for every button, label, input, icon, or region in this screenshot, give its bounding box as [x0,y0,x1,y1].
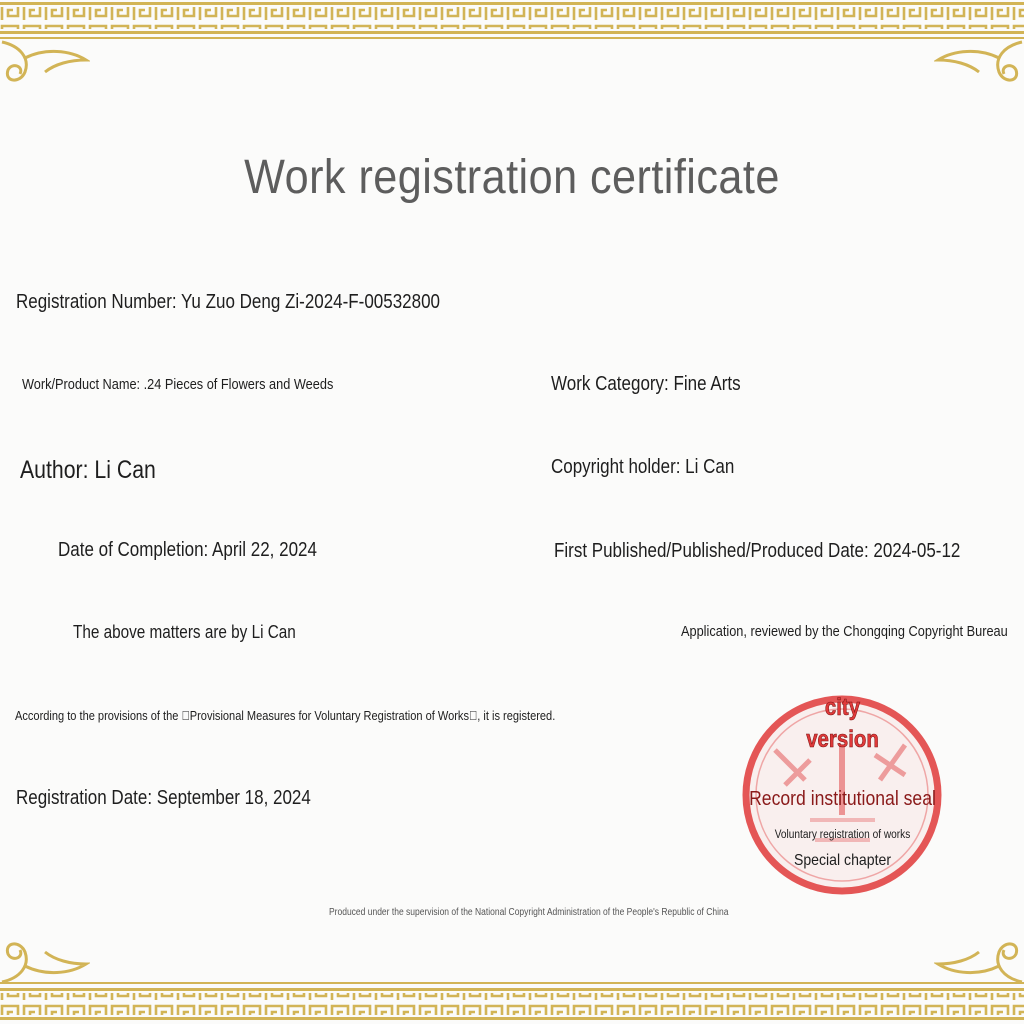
work-name: Work/Product Name: .24 Pieces of Flowers and Weeds [22,376,334,393]
provisions-statement: According to the provisions of the  Provisional Measures for Voluntary Registration of Works , it is registered. [15,708,556,723]
corner-ornament-bottom-right [934,926,1024,986]
seal-line-city: city [824,694,861,721]
footer-note: Produced under the supervision of the National Copyright Administration of the People's Republic of China [329,907,729,918]
work-category: Work Category: Fine Arts [551,373,741,395]
completion-date: Date of Completion: April 22, 2024 [58,539,317,561]
corner-ornament-top-left [0,38,90,98]
registration-date: Registration Date: September 18, 2024 [16,787,311,809]
official-seal [735,690,950,900]
published-date: First Published/Published/Produced Date: 2024-05-12 [554,540,961,562]
seal-line-institutional: Record institutional seal [749,788,936,810]
top-border [0,0,1024,44]
corner-ornament-top-right [934,38,1024,98]
corner-ornament-bottom-left [0,926,90,986]
author: Author: Li Can [20,456,156,484]
matters-by: The above matters are by Li Can [73,622,296,642]
registration-number: Registration Number: Yu Zuo Deng Zi-2024-F-00532800 [16,291,440,313]
seal-line-version: version [806,726,879,753]
bottom-border [0,980,1024,1024]
seal-line-special: Special chapter [793,852,892,869]
greek-key-border-top [0,0,1024,44]
copyright-holder: Copyright holder: Li Can [551,456,735,478]
application-review: Application, reviewed by the Chongqing Copyright Bureau [681,623,1008,640]
certificate-title: Work registration certificate [244,151,780,204]
greek-key-border-bottom [0,980,1024,1024]
seal-line-voluntary: Voluntary registration of works [774,829,911,841]
